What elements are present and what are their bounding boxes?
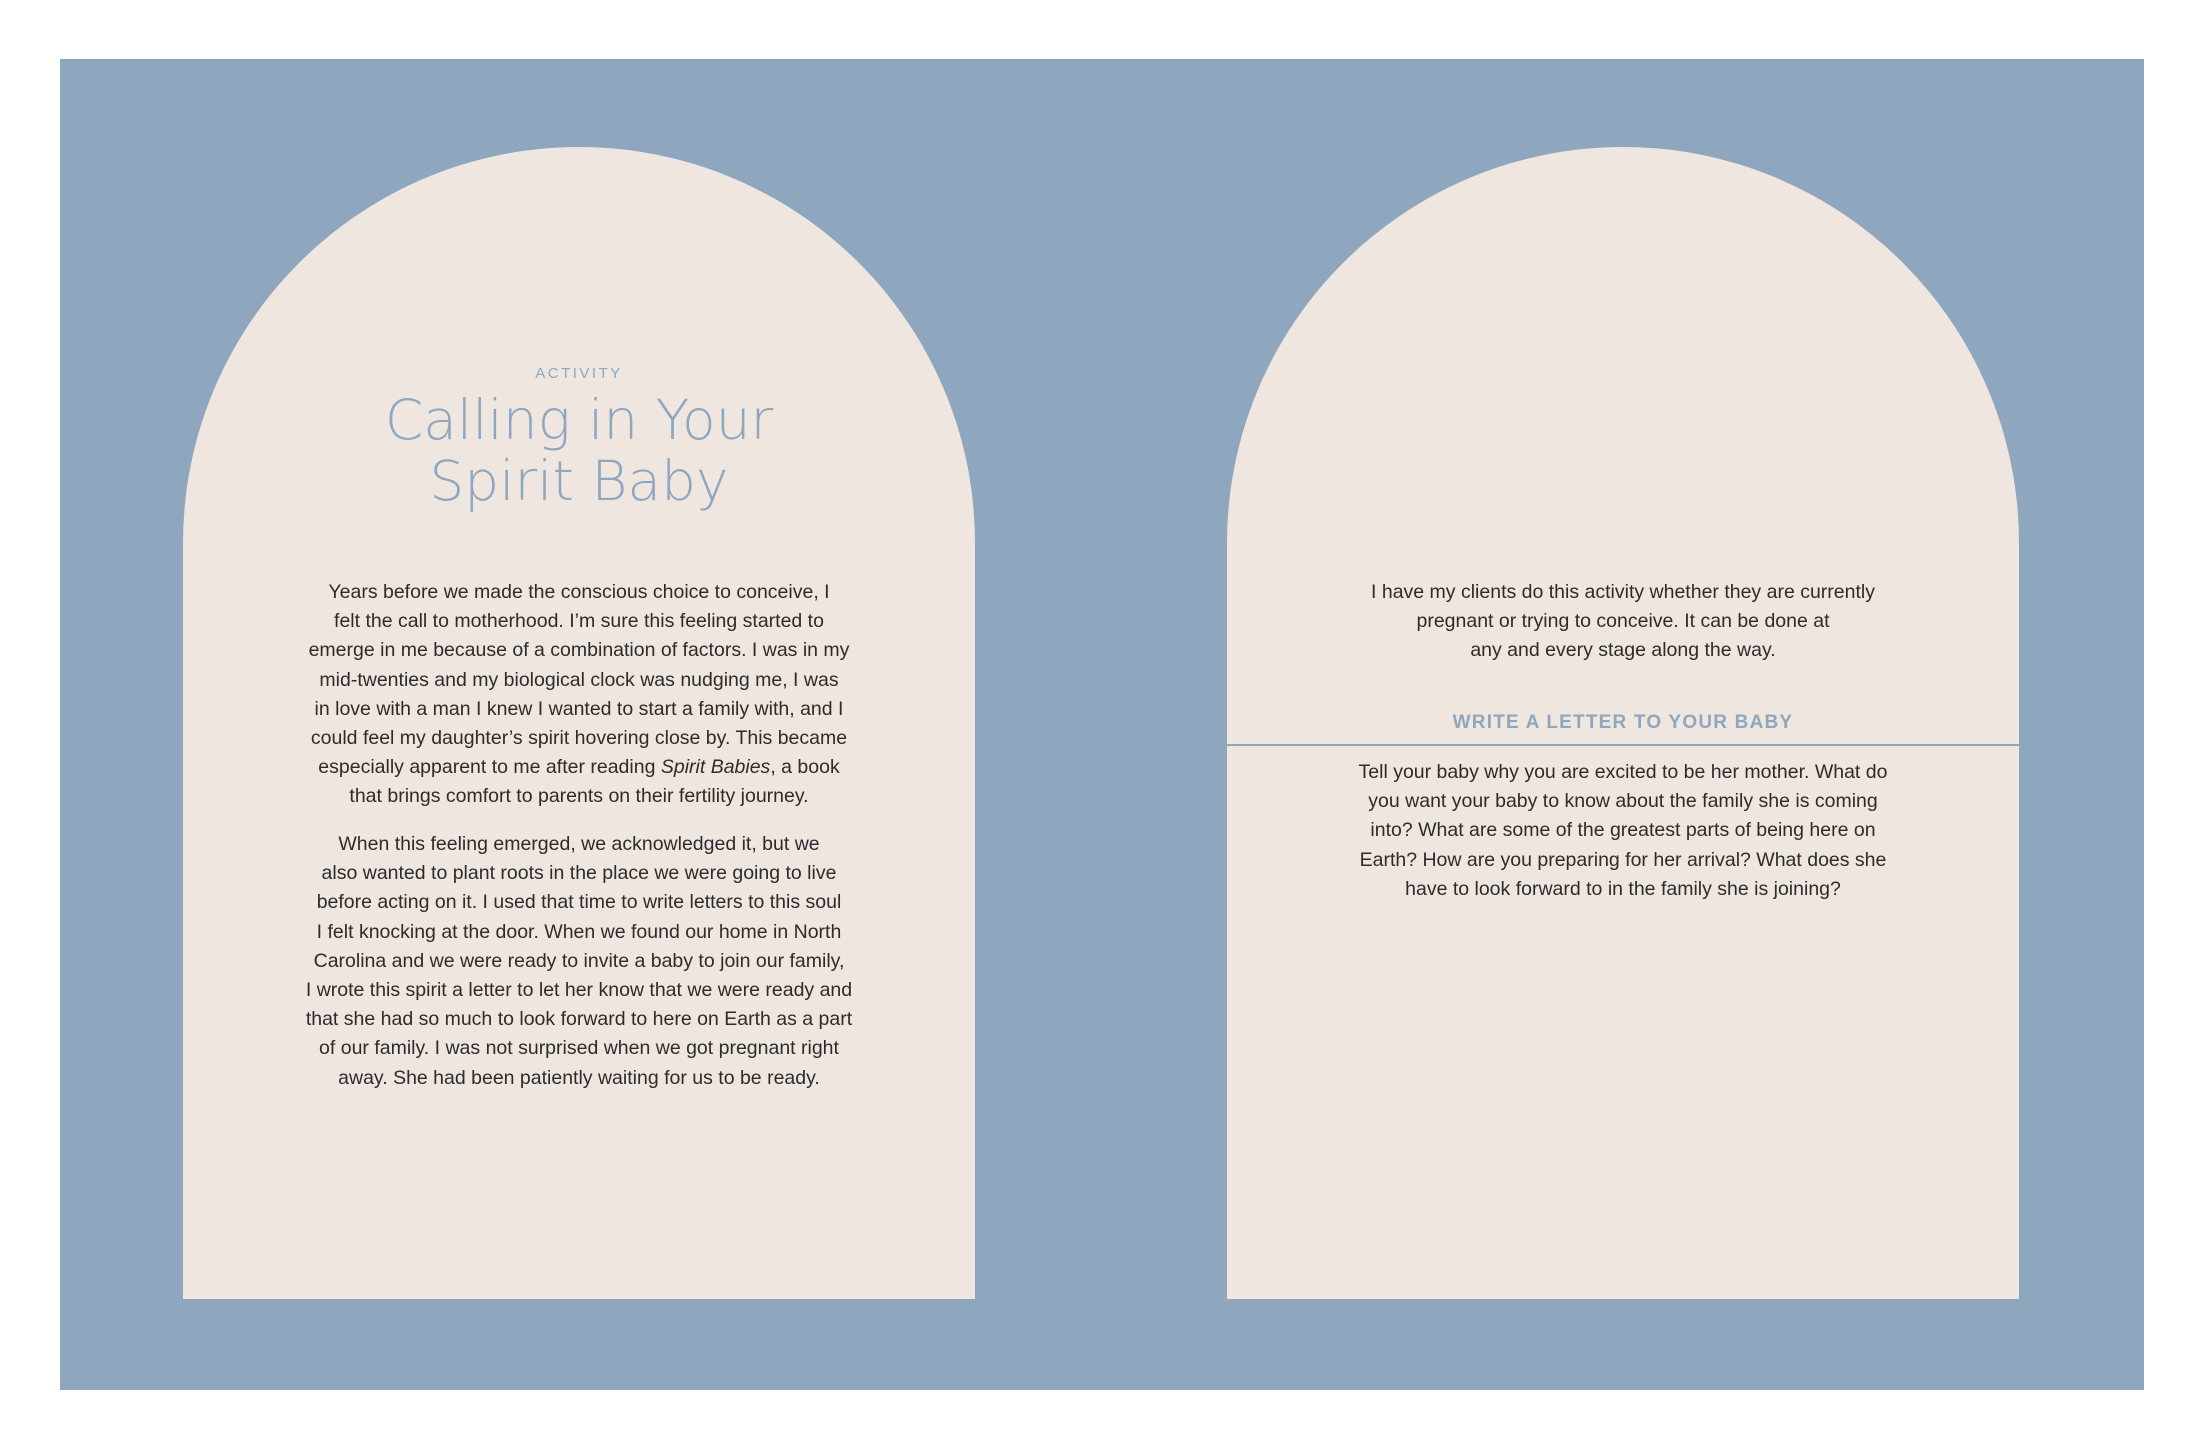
title-line: Spirit Baby bbox=[429, 449, 729, 513]
text-line: in love with a man I knew I wanted to start a family with, and I bbox=[314, 697, 844, 720]
text-line: Carolina and we were ready to invite a baby to join our family, bbox=[313, 949, 845, 972]
text-line: Earth? How are you preparing for her arrival? What does she bbox=[1359, 848, 1887, 871]
text-line: that she had so much to look forward to here on Earth as a part bbox=[305, 1008, 853, 1031]
text-line: that brings comfort to parents on their fertility journey. bbox=[349, 785, 809, 808]
text-line: pregnant or trying to conceive. It can be done at bbox=[1416, 610, 1830, 633]
prompt-paragraph bbox=[1227, 758, 2019, 904]
text-line: I have my clients do this activity whether they are currently bbox=[1371, 581, 1875, 603]
text-line: away. She had been patiently waiting for us to be ready. bbox=[338, 1066, 820, 1089]
story-paragraph-1 bbox=[183, 578, 975, 812]
right-arch-panel bbox=[1227, 147, 2019, 1299]
text-line: I wrote this spirit a letter to let her know that we were ready and bbox=[305, 979, 853, 1002]
text-line: of our family. I was not surprised when we got pregnant right bbox=[319, 1037, 839, 1060]
text-line: into? What are some of the greatest parts of being here on bbox=[1370, 819, 1876, 842]
text-segment: , a book bbox=[770, 756, 840, 779]
divider-line bbox=[1227, 744, 2019, 746]
text-line: have to look forward to in the family she is joining? bbox=[1405, 877, 1841, 900]
text-line: I felt knocking at the door. When we found our home in North bbox=[316, 920, 842, 943]
text-line: any and every stage along the way. bbox=[1470, 639, 1776, 662]
text-line: Years before we made the conscious choice to conceive, I bbox=[328, 581, 830, 603]
text-segment: especially apparent to me after reading bbox=[318, 756, 661, 779]
text-line: could feel my daughter’s spirit hovering close by. This became bbox=[310, 727, 848, 750]
activity-label: ACTIVITY bbox=[535, 365, 623, 382]
title-line: Calling in Your bbox=[384, 388, 774, 452]
section-heading: WRITE A LETTER TO YOUR BABY bbox=[1452, 712, 1794, 733]
text-line: you want your baby to know about the family she is coming bbox=[1368, 790, 1878, 813]
text-line bbox=[183, 753, 975, 782]
text-line: emerge in me because of a combination of factors. I was in my bbox=[308, 639, 850, 662]
intro-paragraph bbox=[1227, 578, 2019, 666]
text-line: felt the call to motherhood. I’m sure this feeling started to bbox=[334, 610, 824, 633]
left-arch-panel bbox=[183, 147, 975, 1299]
text-line: before acting on it. I used that time to write letters to this soul bbox=[316, 891, 842, 914]
text-line: Tell your baby why you are excited to be her mother. What do bbox=[1358, 761, 1888, 783]
text-line: also wanted to plant roots in the place we were going to live bbox=[321, 862, 837, 885]
book-spread bbox=[60, 59, 2144, 1390]
text-line: When this feeling emerged, we acknowledged it, but we bbox=[338, 833, 820, 855]
story-paragraph-2 bbox=[183, 830, 975, 1093]
page-title bbox=[183, 390, 975, 512]
text-line: mid-twenties and my biological clock was nudging me, I was bbox=[319, 668, 839, 691]
book-title-italic: Spirit Babies bbox=[660, 756, 771, 779]
